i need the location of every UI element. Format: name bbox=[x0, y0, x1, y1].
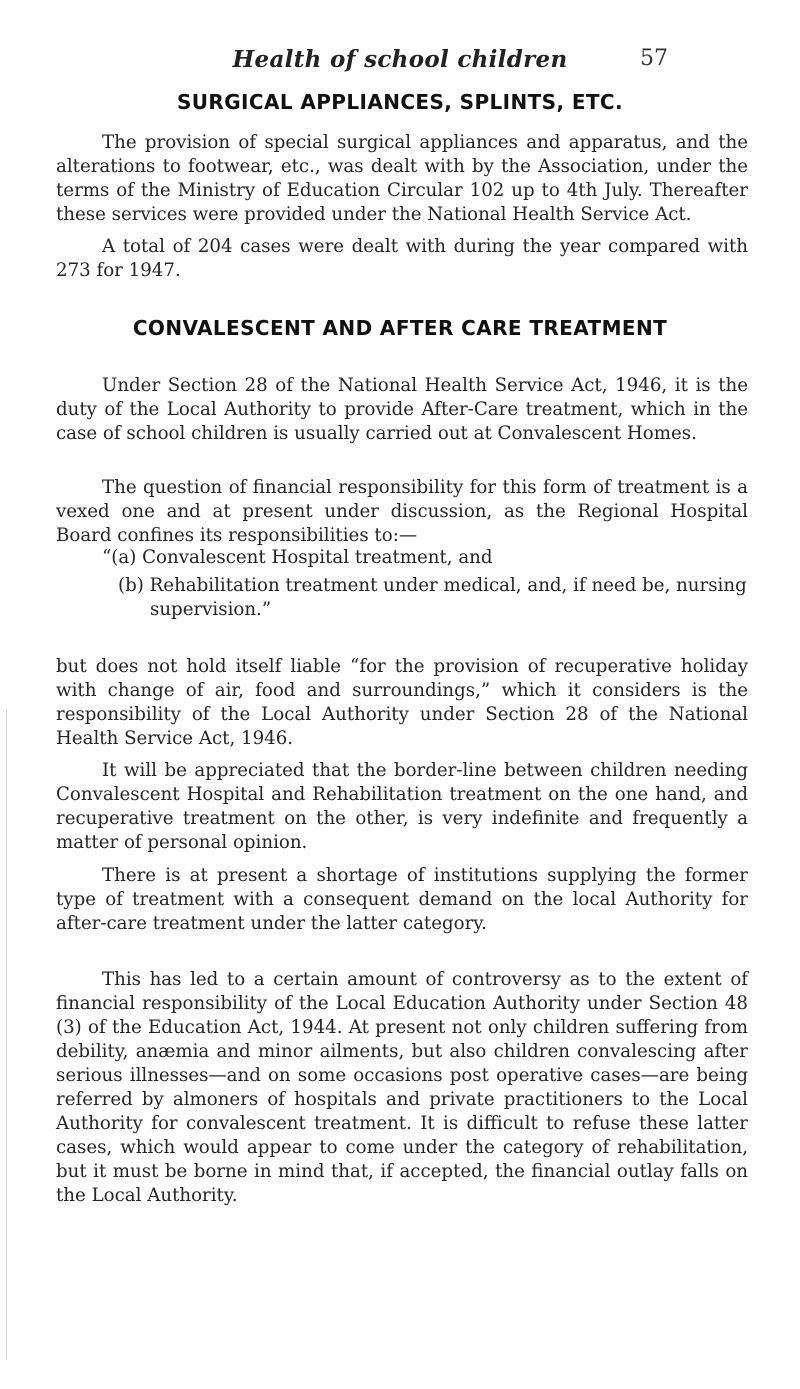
paragraph: A total of 204 cases were dealt with during the year compared with 273 for 1947. bbox=[56, 236, 748, 281]
list-item: (b) Rehabilitation treatment under medical, and, if need be, nursing supervision.” bbox=[118, 575, 747, 620]
paragraph: There is at present a shortage of institutions supplying the former type of treatment with a consequent demand on the local Authority for after-care treatment under the latter category. bbox=[56, 865, 748, 934]
paragraph: The question of financial responsibility for this form of treatment is a vexed one and at present under discussion, as the Regional Hospital Board confines its responsibilities to:— bbox=[56, 477, 748, 546]
paragraph: Under Section 28 of the National Health Service Act, 1946, it is the duty of the Local Authority to provide After-Care treatment, which in the case of school children is usually carried out at Convalescent Homes. bbox=[56, 375, 748, 444]
page-number: 57 bbox=[640, 46, 668, 71]
section-heading-surgical: SURGICAL APPLIANCES, SPLINTS, ETC. bbox=[176, 90, 624, 114]
scan-margin-line bbox=[6, 710, 7, 1360]
paragraph: It will be appreciated that the border-line between children needing Convalescent Hospital and Rehabilitation treatment on the one hand, and recuperative treatment on the other, is very indefinite and frequently a matter of personal opinion. bbox=[56, 760, 748, 853]
paragraph: but does not hold itself liable “for the provision of recuperative holiday with change of air, food and surroundings,” which it considers is the responsibility of the Local Authority under Section 28 of the National Health Service Act, 1946. bbox=[56, 656, 748, 749]
running-title: Health of school children bbox=[232, 46, 568, 73]
running-head bbox=[0, 46, 800, 86]
paragraph: This has led to a certain amount of controversy as to the extent of financial responsibility of the Local Education Authority under Section 48 (3) of the Education Act, 1944. At present not only children suffering from debility, anæmia and minor ailments, but also children convalescing after serious illnesses—and on some occasions post operative cases—are being referred by almoners of hospitals and private practitioners to the Local Authority for convalescent treatment. It is difficult to refuse these latter cases, which would appear to come under the category of rehabilitation, but it must be borne in mind that, if accepted, the financial outlay falls on the Local Authority. bbox=[56, 969, 748, 1206]
paragraph: The provision of special surgical appliances and apparatus, and the alterations to footwear, etc., was dealt with by the Association, under the terms of the Ministry of Education Circular 102 up to 4th July. Thereafter these services were provided under the National Health Service Act. bbox=[56, 132, 748, 225]
list-item: “(a) Convalescent Hospital treatment, and bbox=[102, 547, 493, 568]
quoted-list bbox=[56, 546, 748, 622]
section-heading-convalescent: CONVALESCENT AND AFTER CARE TREATMENT bbox=[132, 316, 668, 340]
